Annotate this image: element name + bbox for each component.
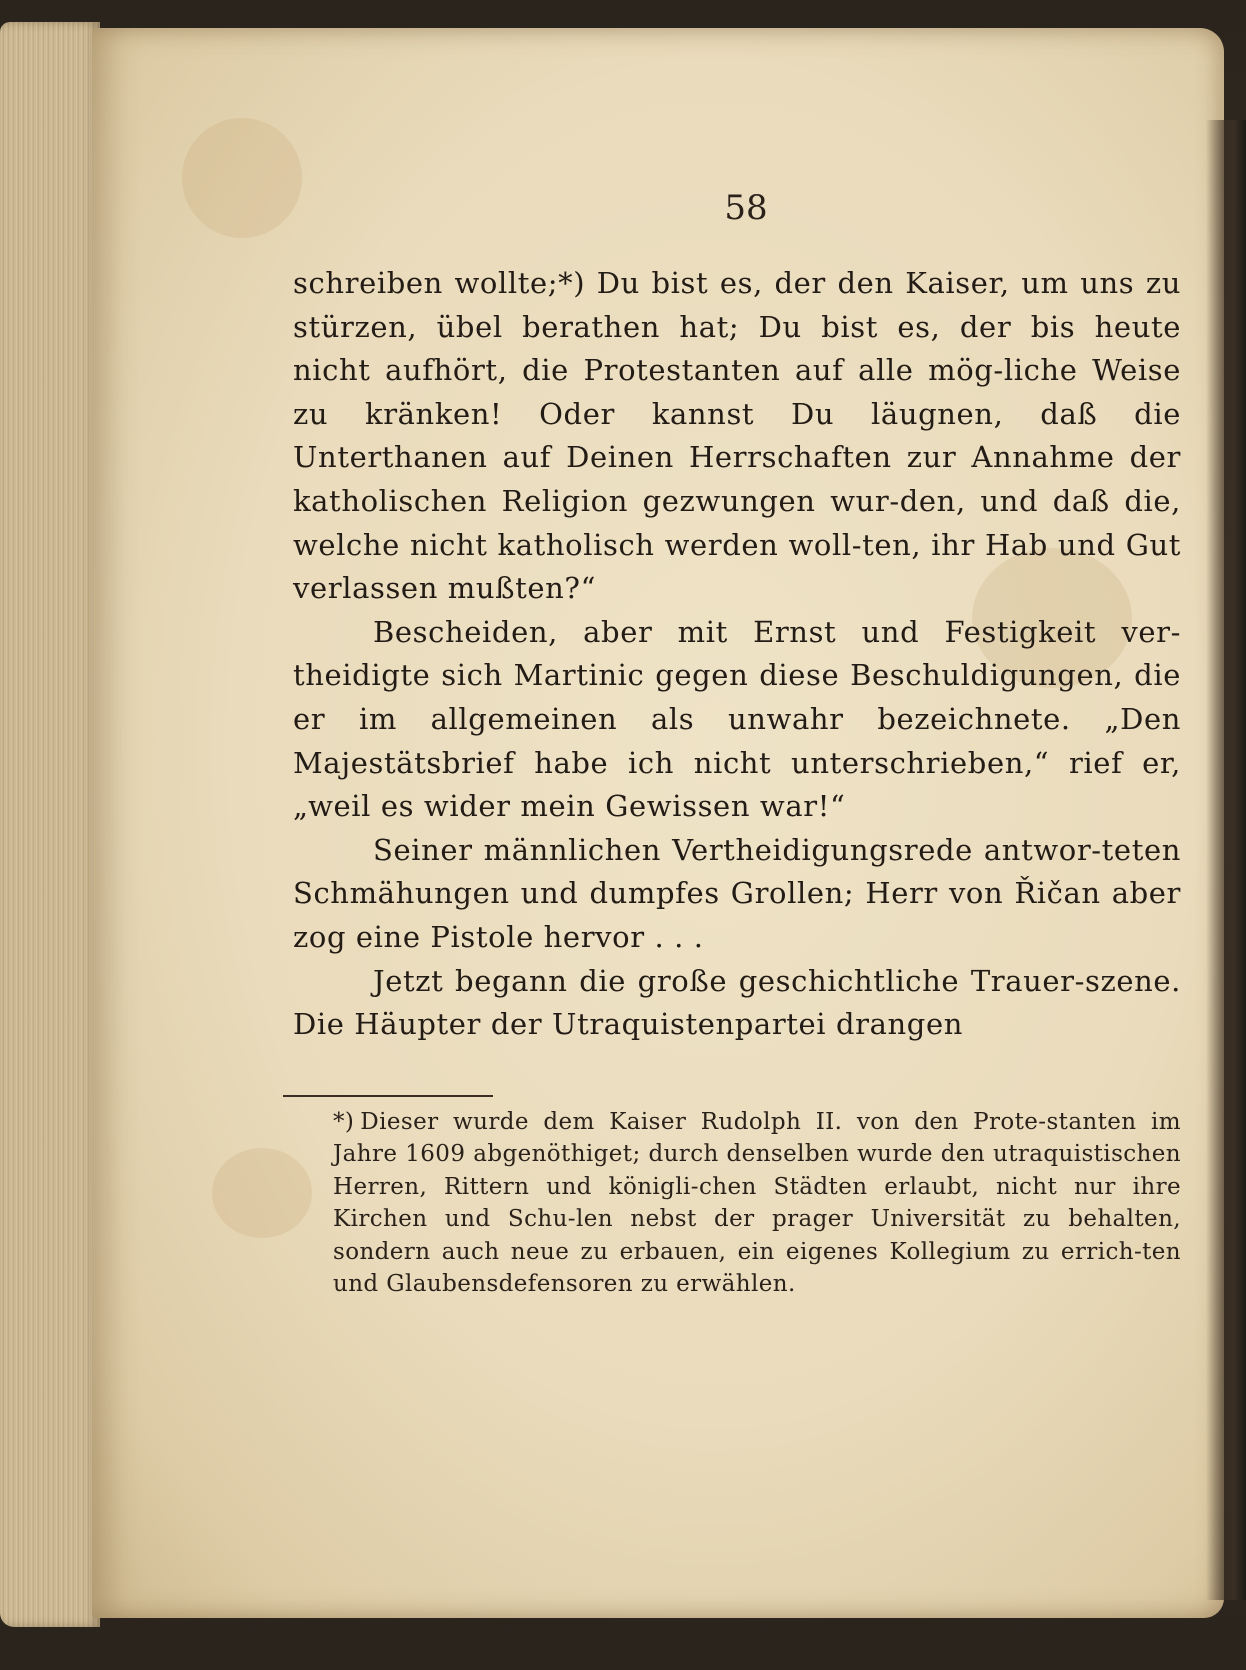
page-edge-shadow [1206,120,1246,1600]
footnote [333,1106,1181,1300]
footnote-marker: *) [333,1109,355,1135]
footnote-divider [283,1095,493,1097]
main-text [293,262,1181,1047]
page-number: 58 [724,188,768,228]
paragraph: schreiben wollte;*) Du bist es, der den Kaiser, um uns zu stürzen, übel berathen hat; Du bist es, der bis heute nicht aufhört, die Protestanten auf alle mög-liche Weise zu kränken! Oder kannst Du läugnen, daß die Unterthanen auf Deinen Herrschaften zur Annahme der katholischen Religion gezwungen wur-den, und daß die, welche nicht katholisch werden woll-ten, ihr Hab und Gut verlassen mußten?“ [293,266,1181,606]
footnote-paragraph [333,1106,1181,1300]
paragraph: Seiner männlichen Vertheidigungsrede antwor-teten Schmähungen und dumpfes Grollen; Herr von Řičan aber zog eine Pistole hervor . . . [293,832,1181,954]
paragraph: Bescheiden, aber mit Ernst und Festigkeit ver-theidigte sich Martinic gegen diese Beschuldigungen, die er im allgemeinen als unwahr bezeichnete. „Den Majestätsbrief habe ich nicht unterschrieben,“ rief er, „weil es wider mein Gewissen war!“ [293,614,1181,824]
paragraph: Jetzt begann die große geschichtliche Trauer-szene. Die Häupter der Utraquistenpartei drangen [293,963,1181,1042]
paper-stain [212,1148,312,1238]
page-edges [0,22,100,1627]
footnote-text: Dieser wurde dem Kaiser Rudolph II. von den Prote-stanten im Jahre 1609 abgenöthiget; durch denselben wurde den utraquistischen Herren, Rittern und königli-chen Städten erlaubt, nicht nur ihre Kirchen und Schu-len nebst der prager Universität zu behalten, sondern auch neue zu erbauen, ein eigenes Kollegium zu errich-ten und Glaubensdefensoren zu erwählen. [333,1109,1181,1298]
